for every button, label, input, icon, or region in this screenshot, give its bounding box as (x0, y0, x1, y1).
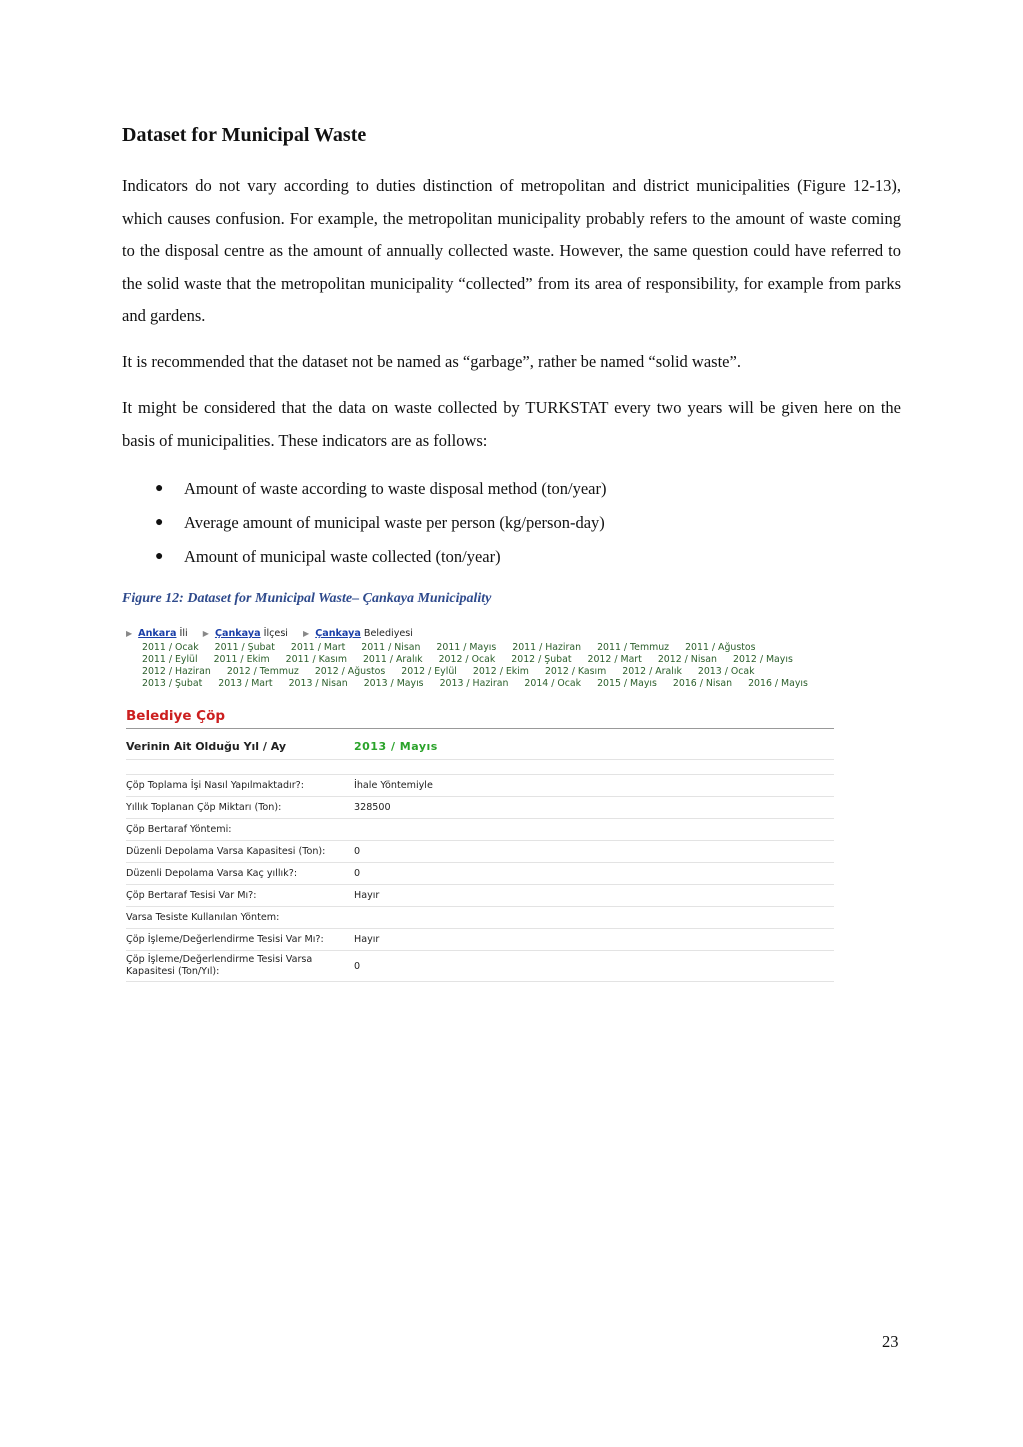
period-row (126, 733, 834, 760)
period-link[interactable]: 2013 / Mayıs (363, 678, 424, 689)
period-link[interactable]: 2016 / Nisan (672, 678, 733, 689)
table-row (126, 819, 834, 841)
period-link[interactable]: 2011 / Ekim (213, 654, 270, 665)
period-link[interactable]: 2012 / Nisan (657, 654, 717, 665)
row-value: 0 (354, 868, 361, 879)
table-row (126, 929, 834, 951)
period-link[interactable]: 2013 / Mart (218, 678, 273, 689)
period-link[interactable]: 2011 / Kasım (285, 654, 347, 665)
row-value: 0 (354, 846, 361, 857)
period-link[interactable]: 2011 / Ağustos (685, 642, 756, 653)
panel-title: Belediye Çöp (126, 708, 834, 729)
row-label: Çöp Bertaraf Yöntemi: (126, 823, 232, 835)
row-label: Çöp Bertaraf Tesisi Var Mı?: (126, 889, 257, 901)
period-link[interactable]: 2011 / Nisan (361, 642, 421, 653)
period-link[interactable]: 2013 / Şubat (142, 678, 203, 689)
breadcrumb-link-municipality[interactable]: Çankaya (315, 628, 361, 639)
table-row (126, 841, 834, 863)
row-label: Çöp İşleme/Değerlendirme Tesisi Var Mı?: (126, 933, 324, 945)
bullet-icon: ● (155, 481, 164, 496)
indicator-list (122, 472, 606, 574)
figure-screenshot (126, 626, 838, 982)
section-title: Dataset for Municipal Waste (122, 124, 367, 146)
period-link[interactable]: 2016 / Mayıs (748, 678, 808, 689)
row-label: Varsa Tesiste Kullanılan Yöntem: (126, 911, 280, 923)
indicator-item: ● Average amount of municipal waste per person (kg/person-day) (122, 506, 606, 540)
period-link[interactable]: 2013 / Nisan (288, 678, 348, 689)
arrow-icon: ▶ (126, 629, 133, 638)
figure-caption: Figure 12: Dataset for Municipal Waste– Çankaya Municipality (122, 591, 492, 606)
breadcrumb-link-district[interactable]: Çankaya (214, 628, 261, 639)
period-list (142, 642, 838, 690)
period-link[interactable]: 2011 / Şubat (214, 642, 275, 653)
arrow-icon: ▶ (202, 629, 209, 638)
breadcrumb-suffix: İli (179, 628, 188, 639)
period-link[interactable]: 2012 / Mart (587, 654, 642, 665)
period-value: 2013 / Mayıs (354, 739, 438, 753)
period-link[interactable]: 2014 / Ocak (524, 678, 582, 689)
divider (126, 760, 834, 775)
period-link[interactable]: 2012 / Ocak (438, 654, 496, 665)
row-label: Çöp İşleme/Değerlendirme Tesisi Varsa Kapasitesi (Ton/Yıl): (126, 954, 313, 977)
indicator-item: ● Amount of waste according to waste disposal method (ton/year) (122, 472, 606, 506)
bullet-icon: ● (155, 515, 164, 530)
paragraph-indicators-confusion: Indicators do not vary according to duties distinction of metropolitan and district municipalities (Figure 12-13), which causes confusion. For example, the metropolitan municipality probably refers to the amount of waste coming to the disposal centre as the amount of annually collected waste. However, the same question could have referred to the solid waste that the metropolitan municipality “collected” from its area of responsibility, for example from parks and gardens. (122, 176, 901, 326)
row-value: Hayır (354, 934, 380, 945)
breadcrumb-suffix: Belediyesi (363, 628, 413, 639)
table-row (126, 951, 834, 982)
period-link[interactable]: 2012 / Kasım (544, 666, 607, 677)
bullet-icon: ● (155, 549, 164, 564)
period-link[interactable]: 2012 / Ağustos (314, 666, 386, 677)
data-table (126, 775, 838, 982)
row-label: Düzenli Depolama Varsa Kaç yıllık?: (126, 867, 298, 879)
paragraph-naming-recommendation: It is recommended that the dataset not be named as “garbage”, rather be named “solid waste”. (122, 352, 741, 371)
period-link[interactable]: 2013 / Ocak (697, 666, 755, 677)
row-value: 328500 (354, 802, 391, 813)
period-link[interactable]: 2012 / Eylül (401, 666, 457, 677)
indicator-item: ● Amount of municipal waste collected (ton/year) (122, 540, 606, 574)
row-label: Çöp Toplama İşi Nasıl Yapılmaktadır?: (126, 779, 304, 791)
breadcrumb (126, 626, 838, 642)
period-link[interactable]: 2012 / Aralık (622, 666, 682, 677)
period-link[interactable]: 2012 / Haziran (142, 666, 211, 677)
period-link[interactable]: 2012 / Temmuz (226, 666, 299, 677)
breadcrumb-link-province[interactable]: Ankara (138, 628, 177, 639)
period-link[interactable]: 2011 / Ocak (142, 642, 199, 653)
table-row (126, 907, 834, 929)
row-label: Düzenli Depolama Varsa Kapasitesi (Ton): (126, 845, 326, 857)
period-link[interactable]: 2011 / Haziran (512, 642, 582, 653)
period-label: Verinin Ait Olduğu Yıl / Ay (126, 739, 287, 753)
table-row (126, 775, 834, 797)
table-row (126, 863, 834, 885)
page-number: 23 (882, 1332, 899, 1351)
row-value: Hayır (354, 890, 380, 901)
period-link[interactable]: 2015 / Mayıs (597, 678, 657, 689)
period-link[interactable]: 2013 / Haziran (439, 678, 509, 689)
period-link[interactable]: 2011 / Eylül (142, 654, 198, 665)
period-link[interactable]: 2011 / Mart (290, 642, 346, 653)
row-value: İhale Yöntemiyle (354, 780, 433, 791)
table-row (126, 797, 834, 819)
table-row (126, 885, 834, 907)
row-label: Yıllık Toplanan Çöp Miktarı (Ton): (126, 801, 282, 813)
breadcrumb-suffix: İlçesi (263, 628, 288, 639)
period-link[interactable]: 2012 / Mayıs (732, 654, 793, 665)
period-link[interactable]: 2012 / Şubat (511, 654, 572, 665)
arrow-icon: ▶ (303, 629, 310, 638)
period-link[interactable]: 2011 / Mayıs (436, 642, 497, 653)
row-value: 0 (354, 960, 361, 972)
period-link[interactable]: 2011 / Aralık (362, 654, 423, 665)
period-link[interactable]: 2012 / Ekim (472, 666, 529, 677)
paragraph-turkstat: It might be considered that the data on waste collected by TURKSTAT every two years will be given here on the basis of municipalities. These indicators are as follows: (122, 398, 901, 450)
period-link[interactable]: 2011 / Temmuz (597, 642, 670, 653)
